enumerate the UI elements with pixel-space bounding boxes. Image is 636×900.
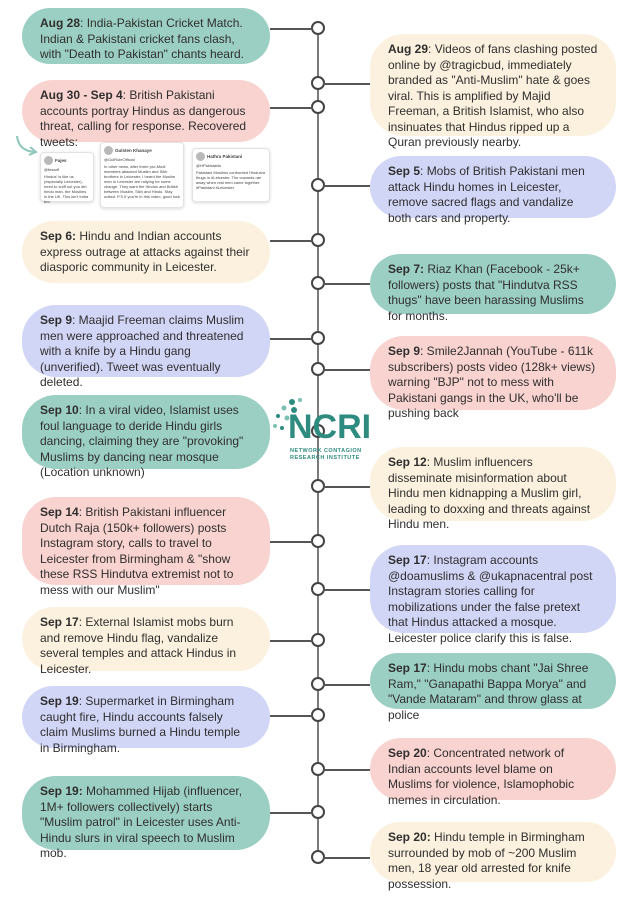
event-card-sep7 (370, 254, 616, 323)
event-date: Sep 5 (388, 164, 421, 178)
event-card-sep19b (22, 776, 270, 860)
event-date: Sep 19 (40, 694, 79, 708)
event-date: Sep 19: (40, 784, 83, 798)
connector (323, 684, 370, 686)
connector (270, 338, 313, 340)
connector (270, 107, 313, 109)
event-date: Sep 17 (40, 615, 79, 629)
event-card-sep9a (22, 305, 270, 389)
event-card-sep12 (370, 447, 616, 531)
event-text: : Instagram accounts @doamuslims & @ukapnacentral post Instagram stories calling for mobilizations under the false pretext that Hindus attacked a mosque. Leicester police clarify this is false. (388, 553, 593, 645)
connector (270, 240, 313, 242)
timeline-node (311, 633, 325, 647)
tweet-body: In other news, after three pro-Modi members attacked Muslim and Sikh brothers in Leicester, I heard the Muslim men in Leicester are rallying for some change. They want the Hindus and British between Muslim, Sikh and Hindu. Stay united. P.S If you're in this video, good luck (104, 164, 180, 199)
event-date: Aug 29 (388, 42, 429, 56)
event-text: British Pakistani accounts portray Hindus as dangerous threat, calling for response. Recovered tweets: (40, 88, 247, 149)
share-arrow-icon (14, 132, 40, 158)
timeline-node (311, 805, 325, 819)
avatar (104, 146, 113, 155)
event-card-sep5: Sep 5: Mobs of British Pakistani men attack Hindu homes in Leicester, remove sacred flags and vandalize both cars and property. (370, 156, 616, 218)
event-card-aug30: Aug 30 - Sep 4: British Pakistani accounts portray Hindus as dangerous threat, calling for response. Recovered tweets: (22, 80, 270, 142)
event-card-sep17a (370, 545, 616, 645)
event-date: Sep 10 (40, 403, 79, 417)
event-text: India-Pakistan Cricket Match. Indian & Pakistani cricket fans clash, with "Death to Pakistan" chants heard. (40, 16, 244, 61)
tweet-card (40, 152, 94, 202)
event-date: Sep 7: (388, 262, 425, 276)
event-text: Mobs of British Pakistani men attack Hindu homes in Leicester, remove sacred flags and vandalize both cars and property. (388, 164, 585, 225)
event-card-sep20a (370, 738, 616, 807)
event-text: Videos of fans clashing posted online by @tragicbud, immediately branded as "Anti-Muslim" hate & goes viral. This is amplified by Majid Freeman, a British Islamist, who also insinuates that Hindus ripped up a Quran previously nearby. (388, 42, 598, 149)
event-date: Sep 17 (388, 553, 427, 567)
event-card-sep20b (370, 822, 616, 891)
event-date: Sep 14 (40, 505, 79, 519)
event-text: Hindu and Indian accounts express outrage at attacks against their diasporic community in Leicester. (40, 229, 250, 274)
event-text: : External Islamist mobs burn and remove Hindu flag, vandalize several temples and attack Hindus in Leicester. (40, 615, 237, 676)
event-card-aug29: Aug 29: Videos of fans clashing posted online by @tragicbud, immediately branded as "Anti-Muslim" hate & goes viral. This is amplified by Majid Freeman, a British Islamist, who also insinuates that Hindus ripped up a Quran previously nearby. (370, 34, 616, 136)
timeline-node (311, 708, 325, 722)
event-text: : Maajid Freeman claims Muslim men were approached and threatened with a knife by a Hindu gang (unverified). Tweet was eventually deleted. (40, 313, 245, 389)
event-text: Mohammed Hijab (influencer, 1M+ followers collectively) starts "Muslim patrol" in Leicester uses Anti-Hindu slurs in viral speech to Muslim mob. (40, 784, 243, 860)
event-card-sep17c (370, 653, 616, 722)
connector (270, 541, 313, 543)
connector (270, 28, 313, 30)
connector (323, 283, 370, 285)
event-card-sep17b (22, 607, 270, 676)
timeline-node (311, 534, 325, 548)
event-date: Aug 28 (40, 16, 81, 30)
event-date: Sep 17 (388, 661, 427, 675)
recovered-tweets (40, 142, 270, 208)
connector (323, 83, 370, 85)
event-text: : Concentrated network of Indian accounts level blame on Muslims for violence, Islamophobic memes in circulation. (388, 746, 575, 807)
connector (323, 486, 370, 488)
event-date: Sep 20: (388, 830, 431, 844)
event-text: : Smile2Jannah (YouTube - 611k subscribers) posts video (128k+ views) warning "BJP" not to mess with Pakistani gangs in the UK, who'll be pushing back (388, 344, 596, 420)
connector (323, 369, 370, 371)
connector (270, 812, 313, 814)
tweet-card (100, 142, 184, 208)
timeline-node (311, 331, 325, 345)
event-date: Aug 30 - Sep 4 (40, 88, 123, 102)
event-text: : In a viral video, Islamist uses foul language to deride Hindu girls dancing, claiming they are "provoking" Muslims by dancing near mosque (Location unknown) (40, 403, 244, 479)
event-text: : Muslim influencers disseminate misinformation about Hindu men kidnapping a Muslim girl, leading to doxxing and threats against Hindu men. (388, 455, 591, 531)
tweet-body: Pakistani Muslims confronted Hindutva thugs in #Leicester. The cowards ran away when real men came together. #Pakistani #Leicester (196, 170, 265, 190)
event-date: Sep 9 (388, 344, 421, 358)
avatar (44, 156, 53, 165)
tweet-handle: @HPakistanis (196, 163, 222, 168)
timeline-node (311, 21, 325, 35)
logo-subtitle: NETWORK CONTAGION RESEARCH INSTITUTE (290, 448, 362, 461)
tweet-author: Fajes (55, 158, 67, 163)
event-text: Riaz Khan (Facebook - 25k+ followers) posts that "Hindutva RSS thugs" have been harassing Muslims for months. (388, 262, 584, 323)
event-card-sep6 (22, 221, 270, 283)
connector (323, 857, 370, 859)
tweet-body: Hindus' is like us (especially Leicester), need to sniff out you dirt hindu man. the Muslims in the UK. This isn't India bro (44, 174, 89, 204)
connector (270, 640, 313, 642)
tweet-handle: @fesadf (44, 167, 59, 172)
timeline-node (311, 100, 325, 114)
timeline-node (311, 233, 325, 247)
tweet-author: Gulsten Khanaye (115, 148, 152, 153)
event-card-sep10 (22, 395, 270, 479)
tweet-handle: @GulRuleOfficial (104, 157, 135, 162)
connector (323, 769, 370, 771)
event-text: : Supermarket in Birmingham caught fire, Hindu accounts falsely claim Muslims burned a Hindu temple in Birmingham. (40, 694, 241, 755)
event-text: : Hindu mobs chant "Jai Shree Ram," "Ganapathi Bappa Morya" and "Vande Mataram" and throw glass at police (388, 661, 589, 722)
tweet-card (192, 148, 270, 202)
avatar (196, 152, 205, 161)
event-date: Sep 9 (40, 313, 73, 327)
event-card-sep19a (22, 686, 270, 755)
event-text: : British Pakistani influencer Dutch Raja (150k+ followers) posts Instagram story, calls to travel to Leicester from Birmingham & "show these RSS Hindutva extremist not to mess with our Muslim" (40, 505, 234, 597)
event-card-aug28: Aug 28: India-Pakistan Cricket Match. Indian & Pakistani cricket fans clash, with "Death to Pakistan" chants heard. (22, 8, 270, 64)
connector (270, 715, 313, 717)
event-date: Sep 6: (40, 229, 77, 243)
event-text: Hindu temple in Birmingham surrounded by mob of ~200 Muslim men, 18 year old arrested for knife possession. (388, 830, 585, 891)
event-card-sep9b (370, 336, 616, 420)
event-date: Sep 20 (388, 746, 427, 760)
connector (323, 185, 370, 187)
logo-name: NCRI (288, 408, 372, 446)
event-date: Sep 12 (388, 455, 427, 469)
connector (323, 589, 370, 591)
event-card-sep14 (22, 497, 270, 597)
tweet-author: Hathra Pakistani (207, 154, 243, 159)
